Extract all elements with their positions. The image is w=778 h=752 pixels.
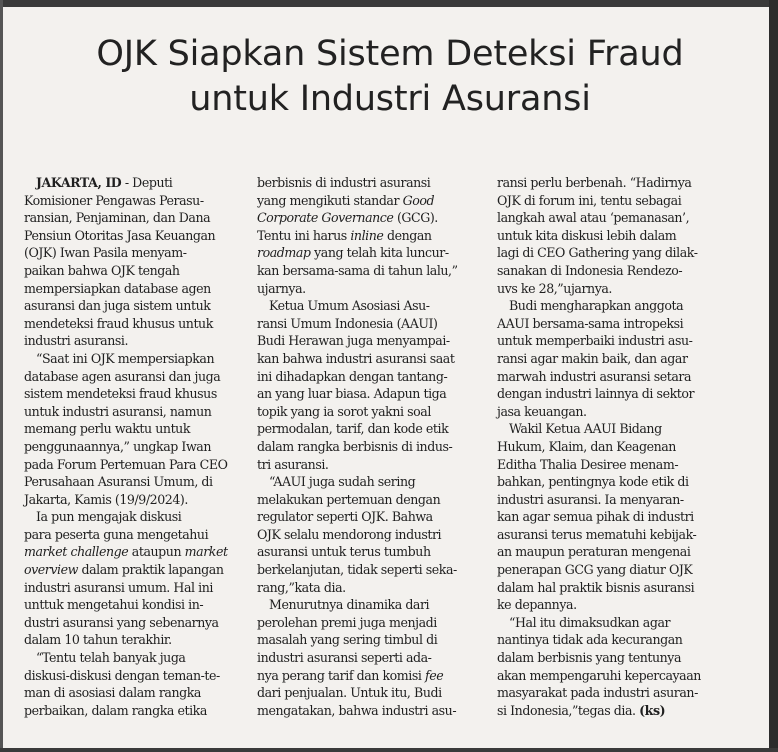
col2-line: topik yang ia sorot yakni soal <box>257 403 431 419</box>
col2-line: regulator seperti OJK. Bahwa <box>257 509 433 525</box>
col1-text: dalam praktik lapangan <box>77 562 224 578</box>
col2-line: asuransi untuk terus tumbuh <box>257 544 431 560</box>
col3-text: si Indonesia,”tegas dia. <box>497 702 636 718</box>
col3-line: dengan industri lainnya di sektor <box>497 386 695 402</box>
col3-line: untuk memperbaiki industri asu- <box>497 333 693 349</box>
col3-line: kan agar semua pihak di industri <box>497 509 694 525</box>
col3-line: jasa keuangan. <box>497 403 587 419</box>
col3-line: ransi agar makin baik, dan agar <box>497 350 688 366</box>
col3-line: akan mempengaruhi kepercayaan <box>497 667 701 683</box>
col1-line: industri asuransi umum. Hal ini <box>24 579 213 595</box>
col1-line <box>24 543 250 561</box>
col2-line <box>257 227 487 245</box>
col1-line: sistem mendeteksi fraud khusus <box>24 386 217 402</box>
col3-line: an maupun peraturan mengenai <box>497 544 691 560</box>
photo-edge-left <box>0 0 3 752</box>
col1-line: asuransi dan juga sistem untuk <box>24 298 211 314</box>
col3-line: “Hal itu dimaksudkan agar <box>509 614 671 630</box>
col2-line: OJK selalu mendorong industri <box>257 526 442 542</box>
col1-line: pada Forum Pertemuan Para CEO <box>24 456 228 472</box>
col2-line <box>257 244 487 262</box>
col1-line: Jakarta, Kamis (19/9/2024). <box>24 491 188 507</box>
italic-term: market challenge <box>24 544 129 560</box>
col2-line: Ketua Umum Asosiasi Asu- <box>269 298 430 314</box>
col2-line: masalah yang sering timbul di <box>257 632 438 648</box>
col1-line: Ia pun mengajak diskusi <box>36 509 182 525</box>
col2-text: yang mengikuti standar <box>257 192 403 208</box>
col3-line: ransi perlu berbenah. “Hadirnya <box>497 175 692 190</box>
col1-line: unttuk mengetahui kondisi in- <box>24 597 204 613</box>
col1-text: - Deputi <box>124 175 173 190</box>
col1-line: diskusi-diskusi dengan teman-te- <box>24 667 220 683</box>
headline-line-2: untuk Industri Asuransi <box>189 79 591 119</box>
col3-line: dalam berbisnis yang tentunya <box>497 650 682 666</box>
col3-line: nantinya tidak ada kecurangan <box>497 632 683 648</box>
col1-line: man di asosiasi dalam rangka <box>24 685 201 701</box>
col1-line: untuk industri asuransi, namun <box>24 403 212 419</box>
col3-line: Budi mengharapkan anggota <box>509 298 684 314</box>
article-column-1 <box>24 174 250 719</box>
col3-line: langkah awal atau ‘pemanasan’, <box>497 210 690 226</box>
article-column-2 <box>257 174 487 719</box>
col1-line: mendeteksi fraud khusus untuk <box>24 315 213 331</box>
col2-line: permodalan, tarif, dan kode etik <box>257 421 449 437</box>
col1-line: database agen asuransi dan juga <box>24 368 221 384</box>
photo-edge-bottom <box>0 748 778 752</box>
col2-line <box>257 209 487 227</box>
col1-line: industri asuransi. <box>24 333 129 349</box>
italic-term: roadmap <box>257 245 311 261</box>
col3-line: untuk kita diskusi lebih dalam <box>497 227 677 243</box>
col2-line <box>257 667 487 685</box>
col1-line: “Tentu telah banyak juga <box>36 650 186 666</box>
col2-line: perolehan premi juga menjadi <box>257 614 437 630</box>
col3-line: bahkan, pentingnya kode etik di <box>497 474 689 490</box>
col2-line: rang,”kata dia. <box>257 579 346 595</box>
dateline: JAKARTA, ID <box>36 175 122 190</box>
article-column-3 <box>497 174 727 719</box>
col1-line: (OJK) Iwan Pasila menyam- <box>24 245 187 261</box>
col1-line <box>24 174 250 192</box>
col1-line: penggunaannya,” ungkap Iwan <box>24 438 211 454</box>
col2-line: an yang luar biasa. Adapun tiga <box>257 386 447 402</box>
col3-line: marwah industri asuransi setara <box>497 368 692 384</box>
col2-line: “AAUI juga sudah sering <box>269 474 416 490</box>
italic-term: inline <box>350 227 384 243</box>
col3-line: lagi di CEO Gathering yang dilak- <box>497 245 698 261</box>
col2-line: kan bahwa industri asuransi saat <box>257 350 455 366</box>
headline-line-1: OJK Siapkan Sistem Deteksi Fraud <box>96 34 684 74</box>
col1-line: paikan bahwa OJK tengah <box>24 262 180 278</box>
col1-line: memang perlu waktu untuk <box>24 421 191 437</box>
author-initials: (ks) <box>639 702 666 718</box>
photo-edge-top <box>0 0 778 7</box>
col3-line: Hukum, Klaim, dan Keagenan <box>497 438 676 454</box>
col2-line: ujarnya. <box>257 280 306 296</box>
col3-line: industri asuransi. Ia menyaran- <box>497 491 684 507</box>
col2-line: ransi Umum Indonesia (AAUI) <box>257 315 438 331</box>
col1-line: dustri asuransi yang sebenarnya <box>24 614 219 630</box>
col1-line: Pensiun Otoritas Jasa Keuangan <box>24 227 216 243</box>
col2-line: tri asuransi. <box>257 456 329 472</box>
col2-line: berbisnis di industri asuransi <box>257 175 431 190</box>
col3-line: AAUI bersama-sama intropeksi <box>497 315 684 331</box>
col2-text: (GCG). <box>393 210 438 226</box>
col3-line: OJK di forum ini, tentu sebagai <box>497 192 682 208</box>
col3-line: ke depannya. <box>497 597 577 613</box>
article-headline <box>20 32 760 122</box>
col1-line: ransian, Penjaminan, dan Dana <box>24 210 211 226</box>
col1-line <box>24 561 250 579</box>
col2-line: industri asuransi seperti ada- <box>257 650 432 666</box>
col2-line: dari penjualan. Untuk itu, Budi <box>257 685 442 701</box>
col1-line: perbaikan, dalam rangka etika <box>24 702 207 718</box>
col2-line: Menurutnya dinamika dari <box>269 597 430 613</box>
italic-term: market <box>184 544 228 560</box>
col3-line: dalam hal praktik bisnis asuransi <box>497 579 695 595</box>
col1-line: Perusahaan Asuransi Umum, di <box>24 474 213 490</box>
col3-line: masyarakat pada industri asuran- <box>497 685 698 701</box>
italic-term: Good <box>402 192 435 208</box>
col2-line: Budi Herawan juga menyampai- <box>257 333 450 349</box>
col1-line: dalam 10 tahun terakhir. <box>24 632 172 648</box>
col1-line: mempersiapkan database agen <box>24 280 211 296</box>
col2-line: ini dihadapkan dengan tantang- <box>257 368 448 384</box>
col2-line: melakukan pertemuan dengan <box>257 491 441 507</box>
col3-line: asuransi terus mematuhi kebijak- <box>497 526 697 542</box>
col3-line: penerapan GCG yang diatur OJK <box>497 562 693 578</box>
italic-term: Corporate Governance <box>257 210 394 226</box>
col2-line <box>257 192 487 210</box>
col3-line: Editha Thalia Desiree menam- <box>497 456 679 472</box>
col1-line: “Saat ini OJK mempersiapkan <box>36 350 215 366</box>
col2-text: nya perang tarif dan komisi <box>257 667 425 683</box>
col1-text: ataupun <box>128 544 185 560</box>
col2-text: dengan <box>383 227 432 243</box>
col2-line: mengatakan, bahwa industri asu- <box>257 702 457 718</box>
italic-term: overview <box>24 562 78 578</box>
col1-line: para peserta guna mengetahui <box>24 526 209 542</box>
photo-edge-right <box>769 0 778 752</box>
col2-text: yang telah kita luncur- <box>310 245 449 261</box>
col2-line: kan bersama-sama di tahun lalu,” <box>257 262 458 278</box>
col1-line: Komisioner Pengawas Perasu- <box>24 192 204 208</box>
col3-line: sanakan di Indonesia Rendezo- <box>497 262 683 278</box>
col2-line: dalam rangka berbisnis di indus- <box>257 438 453 454</box>
col3-line: Wakil Ketua AAUI Bidang <box>509 421 662 437</box>
col2-line: berkelanjutan, tidak seperti seka- <box>257 562 457 578</box>
col3-line <box>497 702 727 720</box>
italic-term: fee <box>425 667 444 683</box>
col3-line: uvs ke 28,”ujarnya. <box>497 280 612 296</box>
col2-text: Tentu ini harus <box>257 227 351 243</box>
